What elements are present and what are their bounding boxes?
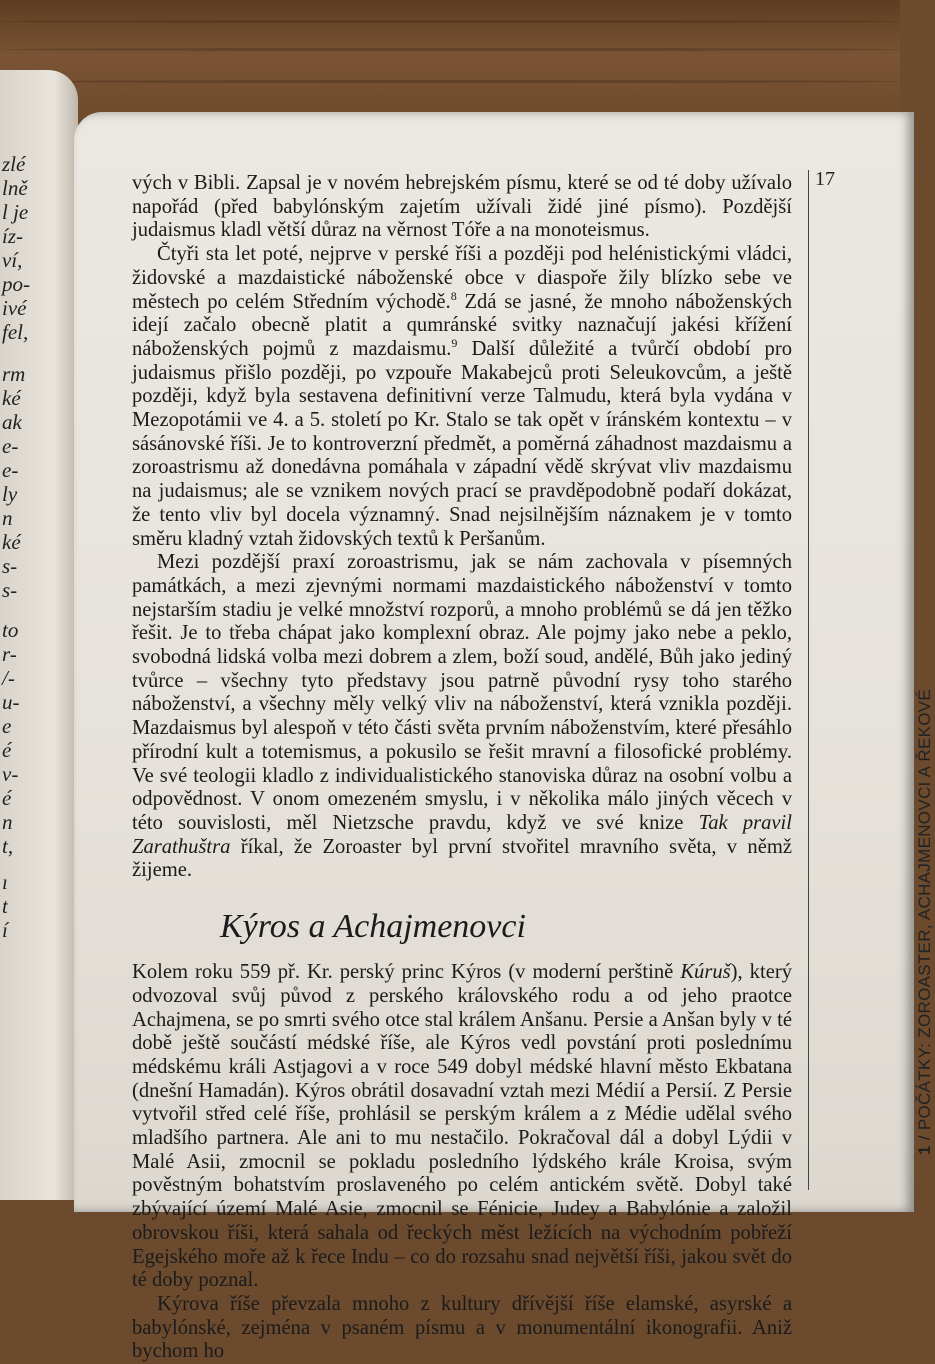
left-page-fragment: ly [2,482,18,506]
left-page-fragment: ı [2,870,8,894]
left-page-fragment: ví, [2,248,23,272]
italic-term: Kúruš [680,961,731,984]
left-page-fragment: e [2,714,12,738]
paragraph-text: Čtyři sta let poté, nejprve v perské říši a později pod helénistickými vládci, židovské a mazdaistické náboženské obce v diaspoře žily blízko sebe ve městech po celém Středním východě. [132,243,792,313]
paragraph [132,243,792,551]
left-page-fragment: n [2,506,13,530]
left-page-fragment: lně [2,176,28,200]
paragraph [132,961,792,1293]
left-page-fragment: to [2,618,19,642]
left-page-fragment: e- [2,434,19,458]
left-page-fragment: í [2,918,8,942]
footnote-ref: 8 [450,288,457,303]
paragraph: vých v Bibli. Zapsal je v novém hebrejském písmu, které se od té doby užívalo napořád (před babylónským zajetím užívali židé jiné písmo). Pozdější judaismus kladl větší důraz na věrnost Tóře a na monoteismus. [132,172,792,242]
left-page-fragment: íz- [2,224,23,248]
chapter-number: 1 [915,1145,934,1155]
left-page-fragment: v- [2,762,19,786]
left-page-fragment: u- [2,690,20,714]
left-page-fragment: fel, [2,320,29,344]
body-text [132,172,792,1364]
left-page-fragment: /- [2,666,15,690]
left-page-fragment: é [2,738,12,762]
left-page-fragment: po- [2,272,30,296]
left-page-fragment: n [2,810,13,834]
wood-grain [0,20,900,23]
left-page-fragment: ak [2,410,22,434]
book-title: Tak pravil Zarathuštra [132,811,793,858]
margin-rule [808,170,809,1190]
wood-grain [0,48,900,51]
left-page-fragment: s- [2,578,18,602]
paragraph-text: říkal, že Zoroaster byl první stvořitel mravního světa, v němž žijeme. [132,835,792,882]
left-page [0,70,78,1200]
left-page-fragment: s- [2,554,18,578]
paragraph [132,551,792,883]
footnote-ref: 9 [451,335,458,350]
left-page-fragment: r- [2,642,17,666]
paragraph: Kýrova říše převzala mnoho z kultury dřívější říše elamské, asyrské a babylónské, zejména v psaném písmu a v monumentální ikonografii. Aniž bychom ho [132,1292,792,1363]
left-page-fragment: ivé [2,296,27,320]
left-page-fragment: t [2,894,8,918]
paragraph-text: ), který odvozoval svůj původ z perského královského rodu a od jeho praotce Achajmena, se po smrti svého otce stal králem Anšanu. Persie a Anšan byly v té době ještě součástí médské říše, ale Kýros vedl povstání proti poslednímu médskému králi Astjagovi a v roce 549 dobyl médské hlavní město Ekbatana (dnešní Hamadán). Kýros obrátil dosavadní vztah mezi Médií a Persií. Z Persie vytvořil střed celé říše, prohlásil se perským králem a z Médie udělal svého mladšího partnera. Ale ani to mu nestačilo. Pokračoval dál a dobyl Lýdii v Malé Asii, zmocnil se pokladu posledního lýdského krále Kroisa, svým pověstným bohatstvím proslaveného po celém antickém světě. Dobyl také zbývající území Malé Asie, zmocnil se Fénicie, Judey a Babylónie a založil obrovskou říši, která sahala od řeckých měst ležících na východním pobřeží Egejského moře až k řece Indu – co do rozsahu snad největší říši, jakou svět do té doby poznal. [132,961,792,1292]
section-heading: Kýros a Achajmenovci [220,908,526,946]
running-head [915,688,935,1155]
running-head-title: / POČÁTKY: ZOROASTER, ACHAJMENOVCI A ŘEKOVÉ [915,688,934,1141]
left-page-fragment: ké [2,386,21,410]
paragraph-text: Další důležité a tvůrčí období pro judaismus přišlo později, po vzpouře Makabejců proti Seleukovcům, a ještě později, když byla sestavena definitivní verze Talmudu, která byla vydána v Mezopotámii ve 4. a 5. století po Kr. Stalo se tak opět v íránském kontextu – v sásánovské říši. Je to kontroverzní předmět, a poměrná záhadnost mazdaismu a zoroastrismu až donedávna pomáhala v západní vědě skrývat vliv mazdaismu na judaismus; ale se vznikem nových prací se pravděpodobně podaří dokázat, že tento vliv byl docela významný. Snad nejsilnějším náznakem je v tomto směru kladný vztah židovských textů k Peršanům. [132,337,793,550]
paragraph-text: Kolem roku 559 př. Kr. perský princ Kýros (v moderní perštině [132,961,681,984]
left-page-fragment: t, [2,834,14,858]
page-number: 17 [815,168,835,190]
paragraph-text: Zdá se jasné, že mnoho náboženských idejí začalo obecně platit a qumránské svitky naznačují jakési křížení náboženských pojmů z mazdaismu. [132,290,793,360]
left-page-fragment: é [2,786,12,810]
left-page-fragment: e- [2,458,19,482]
paragraph-text: Mezi pozdější praxí zoroastrismu, jak se nám zachovala v písemných památkách, a mezi zjevnými normami mazdaistického náboženství v tomto nejstarším stadiu je velké množství rozporů, a mnoho problémů se dá jen těžko řešit. Je to třeba chápat jako komplexní obraz. Ale pojmy jako nebe a peklo, svobodná lidská volba mezi dobrem a zlem, boží soud, andělé, Bůh jako jediný tvůrce – všechny tyto představy jsou patrně původní rysy toho starého náboženství, a všechny měly velký vliv na náboženství, která vznikla později. Mazdaismus byl alespoň v této části světa prvním náboženstvím, které přesáhlo přírodní kult a totemismus, a pokusilo se řešit mravní a filosofické problémy. Ve své teologii kladlo z individualistického stanoviska důraz na osobní volbu a odpovědnost. V onom omezeném smyslu, i v několika málo jiných věcech v této souvislosti, měl Nietzsche pravdu, když ve své knize [132,551,792,834]
wood-grain [0,80,900,83]
left-page-fragment: rm [2,362,26,386]
left-page-fragment: ké [2,530,21,554]
left-page-fragment: l je [2,200,29,224]
left-page-fragment: zlé [2,152,26,176]
